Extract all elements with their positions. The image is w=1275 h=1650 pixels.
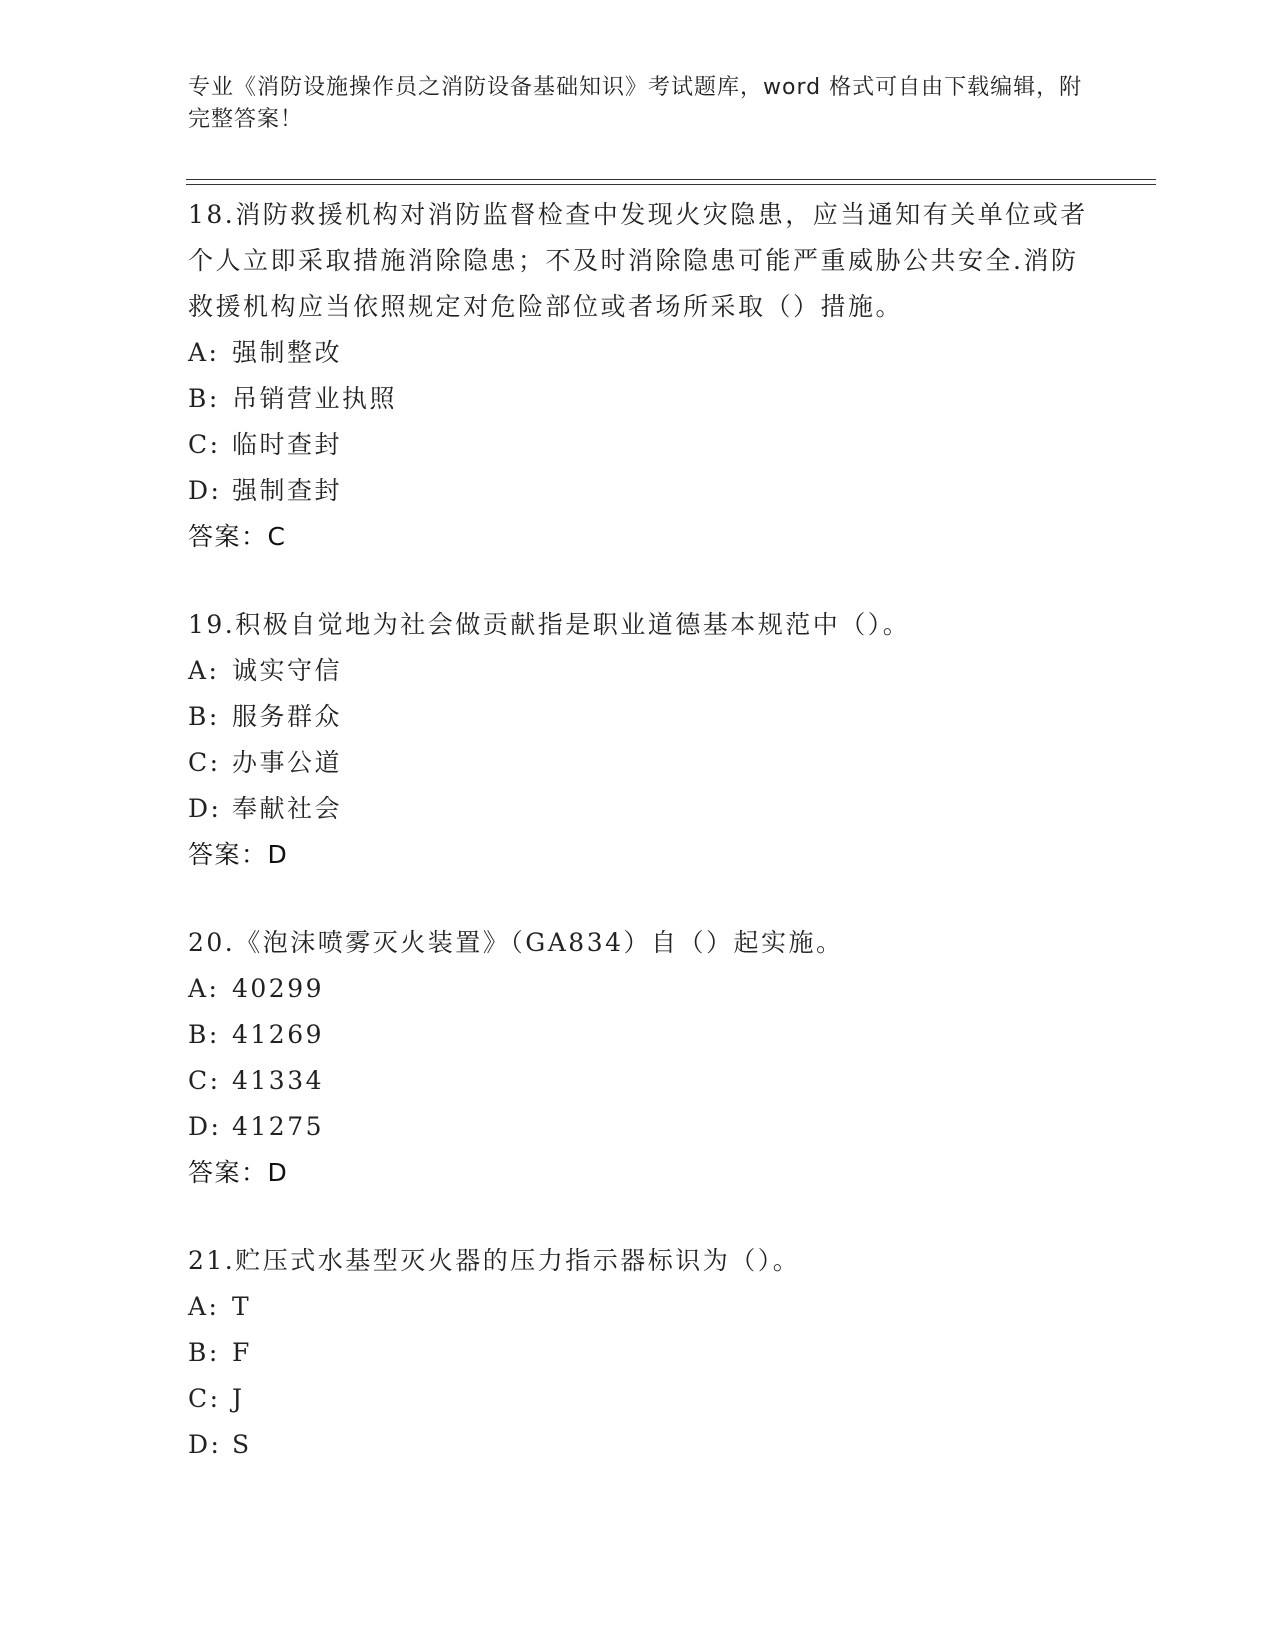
option-text: 奉献社会: [232, 794, 343, 823]
question-20: [188, 920, 1088, 1196]
option-d: [188, 1104, 1088, 1150]
option-key: A:: [188, 338, 220, 367]
option-c: [188, 1058, 1088, 1104]
option-b: [188, 1330, 1088, 1376]
option-b: [188, 1012, 1088, 1058]
option-b: [188, 376, 1088, 422]
option-text: 临时查封: [232, 430, 343, 459]
question-stem: 18.消防救援机构对消防监督检查中发现火灾隐患，应当通知有关单位或者个人立即采取措施消除隐患；不及时消除隐患可能严重威胁公共安全.消防救援机构应当依照规定对危险部位或者场所采取（）措施。: [188, 200, 1088, 321]
option-text: 强制整改: [232, 338, 343, 367]
option-text: S: [232, 1430, 252, 1459]
option-text: T: [232, 1292, 252, 1321]
option-a: [188, 966, 1088, 1012]
option-c: [188, 1376, 1088, 1422]
option-key: D:: [188, 476, 222, 505]
option-key: B:: [188, 384, 220, 413]
option-key: C:: [188, 748, 221, 777]
option-key: A:: [188, 656, 220, 685]
question-stem: 20.《泡沫喷雾灭火装置》（GA834）自（）起实施。: [188, 928, 844, 957]
option-d: [188, 1422, 1088, 1468]
option-text: J: [232, 1384, 245, 1413]
question-19: [188, 602, 1088, 878]
answer-line: 答案：D: [188, 840, 289, 869]
question-stem: 21.贮压式水基型灭火器的压力指示器标识为（）。: [188, 1246, 801, 1275]
option-text: 41334: [232, 1066, 325, 1095]
option-text: 41275: [232, 1112, 325, 1141]
header-divider-top: [186, 179, 1156, 180]
document-header: 专业《消防设施操作员之消防设备基础知识》考试题库，word 格式可自由下载编辑，附完整答案！: [188, 75, 1083, 132]
option-a: [188, 330, 1088, 376]
option-key: B:: [188, 702, 220, 731]
answer-line: 答案：D: [188, 1158, 289, 1187]
option-text: 强制查封: [232, 476, 343, 505]
option-key: C:: [188, 430, 221, 459]
option-key: D:: [188, 1112, 222, 1141]
option-d: [188, 786, 1088, 832]
option-text: F: [232, 1338, 252, 1367]
option-key: B:: [188, 1338, 220, 1367]
question-list: [188, 192, 1088, 1510]
option-text: 41269: [232, 1020, 325, 1049]
option-c: [188, 740, 1088, 786]
option-key: A:: [188, 1292, 220, 1321]
option-text: 40299: [232, 974, 325, 1003]
option-text: 诚实守信: [232, 656, 343, 685]
option-key: D:: [188, 1430, 222, 1459]
option-a: [188, 648, 1088, 694]
question-18: [188, 192, 1088, 560]
option-key: C:: [188, 1384, 221, 1413]
answer-line: 答案：C: [188, 522, 287, 551]
option-key: C:: [188, 1066, 221, 1095]
option-key: A:: [188, 974, 220, 1003]
question-21: [188, 1238, 1088, 1468]
option-b: [188, 694, 1088, 740]
option-text: 吊销营业执照: [232, 384, 398, 413]
option-a: [188, 1284, 1088, 1330]
option-text: 办事公道: [232, 748, 343, 777]
question-stem: 19.积极自觉地为社会做贡献指是职业道德基本规范中（）。: [188, 610, 911, 639]
option-key: B:: [188, 1020, 220, 1049]
header-divider-bottom: [186, 184, 1156, 185]
option-c: [188, 422, 1088, 468]
option-d: [188, 468, 1088, 514]
option-text: 服务群众: [232, 702, 343, 731]
option-key: D:: [188, 794, 222, 823]
